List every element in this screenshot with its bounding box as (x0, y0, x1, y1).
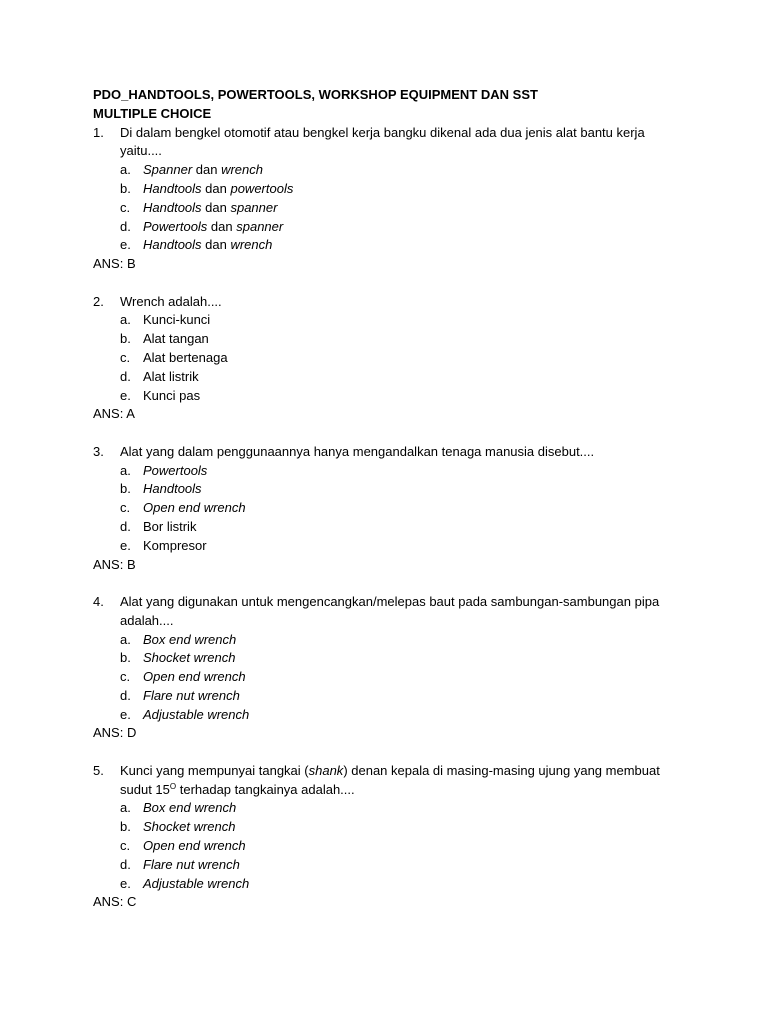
option-term: wrench (230, 237, 273, 253)
option-letter: a. (120, 312, 131, 328)
option-d (120, 687, 693, 706)
answer-key: ANS: D (93, 725, 137, 741)
option-letter: a. (120, 462, 131, 478)
degree-superscript: O (169, 781, 177, 791)
option-term: spanner (230, 199, 278, 215)
option-letter: c. (120, 838, 131, 854)
option-text: Kunci-kunci (143, 312, 211, 328)
answer-key: ANS: B (93, 556, 136, 572)
document-title: PDO_HANDTOOLS, POWERTOOLS, WORKSHOP EQUIPMENT DAN SST (93, 87, 538, 102)
question-text (120, 124, 693, 162)
question-number: 5. (93, 762, 104, 778)
question-1 (93, 124, 693, 274)
option-c (120, 668, 693, 687)
option-a (120, 631, 693, 650)
option-text: Alat listrik (143, 368, 199, 384)
option-text: Box end wrench (143, 631, 237, 647)
option-letter: e. (120, 875, 131, 891)
option-letter: d. (120, 856, 131, 872)
option-text: Box end wrench (143, 800, 237, 816)
option-conjunction: dan (201, 180, 231, 196)
option-b (120, 649, 693, 668)
option-d (120, 218, 693, 237)
option-conjunction: dan (201, 199, 231, 215)
question-text-part: ) denan kepala di masing-masing ujung yang membuat (343, 762, 660, 778)
option-text: Bor listrik (143, 518, 197, 534)
option-term: powertools (230, 180, 294, 196)
question-text (120, 762, 693, 800)
question-text-part: Kunci yang mempunyai tangkai ( (120, 762, 309, 778)
option-b (120, 330, 693, 349)
option-c (120, 199, 693, 218)
option-term: wrench (221, 162, 263, 178)
question-term: shank (308, 762, 344, 778)
option-c (120, 837, 693, 856)
option-letter: c. (120, 349, 131, 365)
option-letter: d. (120, 368, 131, 384)
option-text: Flare nut wrench (143, 856, 240, 872)
option-letter: e. (120, 537, 131, 553)
option-text (143, 161, 693, 180)
question-4 (93, 593, 693, 743)
question-text-line: adalah.... (120, 612, 174, 628)
option-text: Shocket wrench (143, 819, 236, 835)
question-2 (93, 293, 693, 425)
option-term: Powertools (143, 218, 208, 234)
question-text-line: yaitu.... (120, 143, 162, 159)
option-list (120, 462, 693, 556)
question-text-line: Di dalam bengkel otomotif atau bengkel kerja bangku dikenal ada dua jenis alat bantu kerja (120, 124, 645, 140)
option-conjunction: dan (201, 237, 231, 253)
option-letter: e. (120, 237, 131, 253)
option-text: Adjustable wrench (143, 706, 250, 722)
option-text (143, 236, 693, 255)
option-e (120, 875, 693, 894)
question-number: 3. (93, 443, 104, 459)
option-term: Handtools (143, 237, 202, 253)
option-text: Flare nut wrench (143, 687, 240, 703)
option-a (120, 462, 693, 481)
option-text: Adjustable wrench (143, 875, 250, 891)
option-conjunction: dan (192, 162, 222, 178)
option-a (120, 311, 693, 330)
option-a (120, 161, 693, 180)
question-text-part: terhadap tangkainya adalah.... (176, 781, 355, 797)
option-text: Open end wrench (143, 500, 246, 516)
option-list (120, 161, 693, 255)
option-letter: c. (120, 500, 131, 516)
option-letter: d. (120, 518, 131, 534)
option-letter: b. (120, 180, 131, 196)
option-letter: a. (120, 631, 131, 647)
question-number: 1. (93, 124, 104, 140)
option-letter: a. (120, 800, 131, 816)
option-letter: d. (120, 218, 131, 234)
answer-key: ANS: C (93, 894, 137, 910)
option-e (120, 236, 693, 255)
option-c (120, 349, 693, 368)
question-text (120, 593, 693, 631)
option-text: Powertools (143, 462, 208, 478)
option-letter: b. (120, 331, 131, 347)
option-letter: c. (120, 199, 131, 215)
option-text: Shocket wrench (143, 650, 236, 666)
option-letter: e. (120, 387, 131, 403)
option-letter: d. (120, 687, 131, 703)
option-list (120, 311, 693, 405)
option-text (143, 199, 693, 218)
option-text: Open end wrench (143, 838, 246, 854)
option-term: Handtools (143, 199, 202, 215)
answer-key: ANS: B (93, 256, 136, 272)
question-number: 2. (93, 293, 104, 309)
option-term: Handtools (143, 180, 202, 196)
question-5 (93, 762, 693, 912)
question-number: 4. (93, 593, 104, 609)
option-e (120, 537, 693, 556)
question-text-line: Alat yang digunakan untuk mengencangkan/melepas baut pada sambungan-sambungan pipa (120, 593, 660, 609)
option-b (120, 818, 693, 837)
option-letter: b. (120, 481, 131, 497)
option-c (120, 499, 693, 518)
question-text: Wrench adalah.... (120, 293, 222, 309)
option-a (120, 799, 693, 818)
document-subtitle: MULTIPLE CHOICE (93, 105, 212, 121)
option-letter: c. (120, 669, 131, 685)
question-3 (93, 443, 693, 575)
option-text: Open end wrench (143, 669, 246, 685)
option-d (120, 856, 693, 875)
option-text: Handtools (143, 481, 202, 497)
option-b (120, 180, 693, 199)
option-term: spanner (236, 218, 284, 234)
option-list (120, 631, 693, 725)
option-text: Kompresor (143, 537, 207, 553)
document-page (93, 86, 693, 931)
option-letter: b. (120, 650, 131, 666)
option-term: Spanner (143, 162, 193, 178)
option-d (120, 518, 693, 537)
option-letter: e. (120, 706, 131, 722)
option-letter: a. (120, 162, 131, 178)
option-text: Alat bertenaga (143, 349, 228, 365)
question-text: Alat yang dalam penggunaannya hanya mengandalkan tenaga manusia disebut.... (120, 443, 595, 459)
question-text-part: sudut 15 (120, 781, 170, 797)
option-conjunction: dan (207, 218, 237, 234)
option-text: Kunci pas (143, 387, 201, 403)
option-text: Alat tangan (143, 331, 209, 347)
option-d (120, 368, 693, 387)
option-b (120, 480, 693, 499)
option-e (120, 387, 693, 406)
option-text (143, 218, 693, 237)
option-letter: b. (120, 819, 131, 835)
option-e (120, 706, 693, 725)
option-text (143, 180, 693, 199)
option-list (120, 799, 693, 893)
answer-key: ANS: A (93, 406, 135, 422)
